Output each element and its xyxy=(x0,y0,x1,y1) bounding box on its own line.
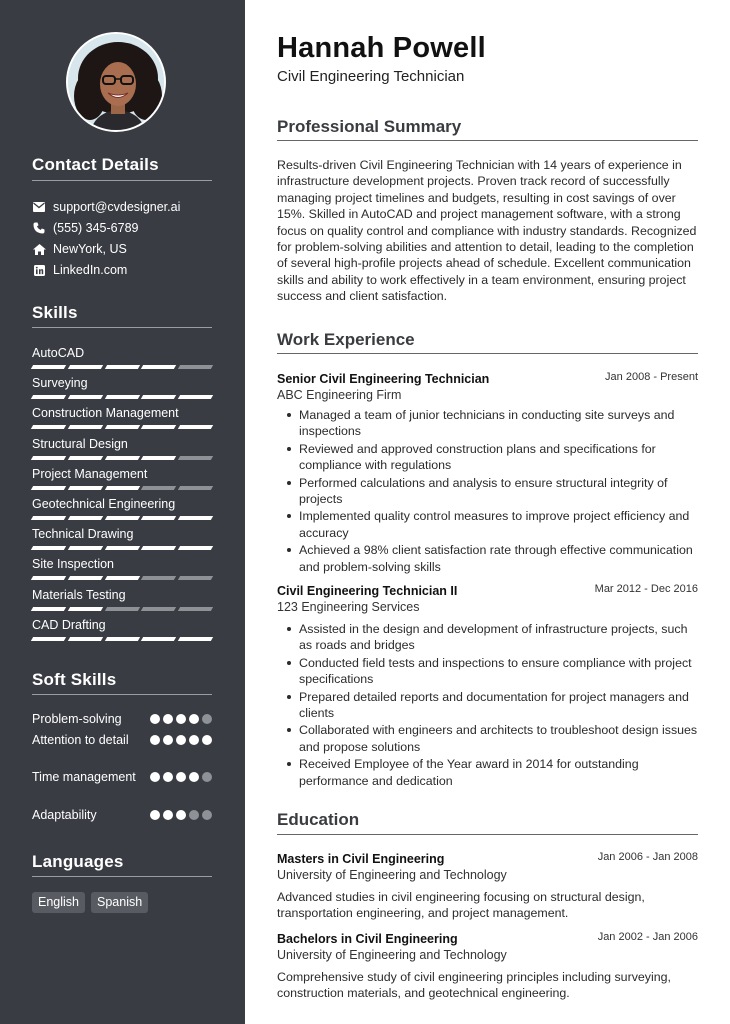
skill-name: Site Inspection xyxy=(32,557,114,572)
skill-level-segment xyxy=(178,546,213,550)
sidebar xyxy=(0,0,245,1024)
soft-skill-name: Problem-solving xyxy=(32,712,122,726)
list-item: Received Employee of the Year award in 2014 for outstanding performance and dedication xyxy=(277,756,698,789)
skill-item xyxy=(32,617,212,641)
edu-dates-2: Jan 2002 - Jan 2006 xyxy=(597,931,698,943)
list-item: Collaborated with engineers and architects to troubleshoot design issues and propose solutions xyxy=(277,722,698,755)
contact-email[interactable] xyxy=(32,200,180,214)
soft-skill-name: Attention to detail xyxy=(32,733,129,747)
skill-level-segment xyxy=(141,546,176,550)
skill-level-segment xyxy=(141,607,176,611)
skill-level-segment xyxy=(104,546,139,550)
skill-level-segment xyxy=(31,365,66,369)
skill-level-segment xyxy=(141,637,176,641)
divider xyxy=(32,694,212,695)
rating-dot xyxy=(150,772,160,782)
skill-level-segment xyxy=(141,576,176,580)
skill-level-segment xyxy=(178,486,213,490)
rating-dot xyxy=(176,810,186,820)
skill-level-segment xyxy=(31,637,66,641)
rating-dot xyxy=(189,735,199,745)
job-bullets-2 xyxy=(277,621,698,790)
skill-level-segment xyxy=(68,486,103,490)
skill-level-segment xyxy=(68,456,103,460)
skill-level-segment xyxy=(31,425,66,429)
job-dates-1: Jan 2008 - Present xyxy=(605,371,698,383)
soft-skill-name: Time management xyxy=(32,770,136,784)
skill-level-segment xyxy=(178,395,213,399)
soft-skill-rating xyxy=(150,772,212,782)
divider xyxy=(277,353,698,354)
rating-dot xyxy=(150,735,160,745)
contact-linkedin-text: LinkedIn.com xyxy=(53,263,128,277)
skill-item xyxy=(32,436,212,460)
rating-dot xyxy=(189,714,199,724)
languages-heading: Languages xyxy=(32,852,124,871)
skill-level-segment xyxy=(104,486,139,490)
skill-level-segment xyxy=(141,516,176,520)
skill-level-segment xyxy=(178,637,213,641)
rating-dot xyxy=(202,810,212,820)
contact-phone[interactable] xyxy=(32,221,138,235)
skill-level-segment xyxy=(68,425,103,429)
list-item: Conducted field tests and inspections to ensure compliance with project specifications xyxy=(277,655,698,688)
skill-level-bar xyxy=(32,456,212,460)
job-title-2: Civil Engineering Technician II xyxy=(277,584,458,598)
skill-level-segment xyxy=(104,516,139,520)
skill-name: AutoCAD xyxy=(32,346,85,360)
linkedin-icon xyxy=(32,263,46,277)
skill-level-segment xyxy=(178,365,213,369)
job-title: Civil Engineering Technician xyxy=(277,68,465,85)
job-dates-2: Mar 2012 - Dec 2016 xyxy=(594,583,698,595)
skill-item xyxy=(32,375,212,399)
skill-level-segment xyxy=(68,365,103,369)
skill-level-segment xyxy=(68,546,103,550)
contact-linkedin[interactable] xyxy=(32,263,127,277)
experience-heading: Work Experience xyxy=(277,330,415,349)
skill-level-segment xyxy=(104,395,139,399)
divider xyxy=(32,327,212,328)
rating-dot xyxy=(189,810,199,820)
list-item: Prepared detailed reports and documentation for project managers and clients xyxy=(277,689,698,722)
skill-level-segment xyxy=(104,637,139,641)
skill-item xyxy=(32,587,212,611)
skill-name: Materials Testing xyxy=(32,587,126,602)
edu-dates-1: Jan 2006 - Jan 2008 xyxy=(597,851,698,863)
candidate-name: Hannah Powell xyxy=(277,32,486,64)
skill-level-segment xyxy=(141,365,176,369)
skill-item xyxy=(32,466,212,490)
contact-location xyxy=(32,242,127,256)
list-item: Performed calculations and analysis to ensure structural integrity of projects xyxy=(277,475,698,508)
skill-level-bar xyxy=(32,365,212,369)
home-icon xyxy=(32,242,46,256)
soft-skill-rating xyxy=(150,735,212,745)
skill-level-segment xyxy=(31,516,66,520)
contact-email-text: support@cvdesigner.ai xyxy=(53,200,181,214)
list-item: Managed a team of junior technicians in conducting site surveys and inspections xyxy=(277,407,698,440)
contact-heading: Contact Details xyxy=(32,155,159,174)
skill-level-segment xyxy=(31,395,66,399)
skill-level-segment xyxy=(31,607,66,611)
contact-location-text: NewYork, US xyxy=(53,242,127,256)
skill-level-segment xyxy=(104,365,139,369)
skill-level-segment xyxy=(178,425,213,429)
skill-name: Structural Design xyxy=(32,436,128,451)
skill-name: Technical Drawing xyxy=(32,527,134,542)
language-tag: Spanish xyxy=(91,892,148,913)
rating-dot xyxy=(163,714,173,724)
education-heading: Education xyxy=(277,810,360,829)
skill-level-segment xyxy=(68,637,103,641)
skill-level-segment xyxy=(104,456,139,460)
skill-level-segment xyxy=(141,425,176,429)
soft-skill-item xyxy=(32,711,212,727)
skill-level-segment xyxy=(31,486,66,490)
soft-skill-rating xyxy=(150,714,212,724)
skill-level-segment xyxy=(104,425,139,429)
list-item: Implemented quality control measures to improve project efficiency and accuracy xyxy=(277,508,698,541)
skill-level-segment xyxy=(31,456,66,460)
skill-level-bar xyxy=(32,607,212,611)
skill-level-bar xyxy=(32,637,212,641)
phone-icon xyxy=(32,221,46,235)
skill-level-segment xyxy=(68,607,103,611)
skill-level-segment xyxy=(178,576,213,580)
skill-item xyxy=(32,405,212,429)
skills-heading: Skills xyxy=(32,303,78,322)
job-bullets-1 xyxy=(277,407,698,576)
divider xyxy=(277,140,698,141)
skill-name: Geotechnical Engineering xyxy=(32,497,176,511)
divider xyxy=(32,876,212,877)
skill-level-segment xyxy=(31,576,66,580)
skill-level-segment xyxy=(178,516,213,520)
skill-name: Construction Management xyxy=(32,406,179,421)
job-company-2: 123 Engineering Services xyxy=(277,600,420,614)
edu-degree-1: Masters in Civil Engineering xyxy=(277,852,445,866)
profile-photo xyxy=(68,34,166,132)
skill-level-segment xyxy=(31,546,66,550)
skill-level-segment xyxy=(104,576,139,580)
skill-level-segment xyxy=(104,607,139,611)
rating-dot xyxy=(202,772,212,782)
list-item: Achieved a 98% client satisfaction rate through effective communication and problem-solving skills xyxy=(277,542,698,575)
skill-level-bar xyxy=(32,576,212,580)
skill-level-segment xyxy=(178,456,213,460)
job-title-1: Senior Civil Engineering Technician xyxy=(277,372,490,386)
skill-item xyxy=(32,496,212,520)
soft-skill-name: Adaptability xyxy=(32,808,97,822)
skill-level-segment xyxy=(68,516,103,520)
rating-dot xyxy=(176,772,186,782)
skill-level-segment xyxy=(68,395,103,399)
email-icon xyxy=(32,200,46,214)
edu-degree-2: Bachelors in Civil Engineering xyxy=(277,932,458,946)
skill-item xyxy=(32,526,212,550)
skill-item xyxy=(32,345,212,369)
rating-dot xyxy=(189,772,199,782)
list-item: Assisted in the design and development of infrastructure projects, such as roads and bridges xyxy=(277,621,698,654)
skill-name: Surveying xyxy=(32,376,88,391)
skill-level-bar xyxy=(32,425,212,429)
skill-item xyxy=(32,556,212,580)
rating-dot xyxy=(202,714,212,724)
rating-dot xyxy=(150,714,160,724)
divider xyxy=(32,180,212,181)
rating-dot xyxy=(176,714,186,724)
skill-level-bar xyxy=(32,516,212,520)
soft-skill-item xyxy=(32,807,212,823)
skill-level-bar xyxy=(32,486,212,490)
edu-school-2: University of Engineering and Technology xyxy=(277,948,507,962)
skill-level-segment xyxy=(141,456,176,460)
list-item: Reviewed and approved construction plans and specifications for compliance with regulations xyxy=(277,441,698,474)
skill-level-segment xyxy=(141,395,176,399)
contact-phone-text: (555) 345-6789 xyxy=(53,221,139,235)
soft-skill-rating xyxy=(150,810,212,820)
rating-dot xyxy=(150,810,160,820)
summary-heading: Professional Summary xyxy=(277,117,462,136)
skill-level-segment xyxy=(178,607,213,611)
skill-level-segment xyxy=(141,486,176,490)
soft-skills-heading: Soft Skills xyxy=(32,670,117,689)
rating-dot xyxy=(163,810,173,820)
soft-skill-item xyxy=(32,732,212,748)
job-company-1: ABC Engineering Firm xyxy=(277,388,402,402)
skill-level-bar xyxy=(32,546,212,550)
skill-name: CAD Drafting xyxy=(32,617,106,632)
divider xyxy=(277,834,698,835)
skill-name: Project Management xyxy=(32,466,148,481)
skill-level-bar xyxy=(32,395,212,399)
summary-text: Results-driven Civil Engineering Technician with 14 years of experience in infrastructure development projects. Proven track record of successfully managing project timelines and budgets, resulting in cost savings of over 15%. Skilled in AutoCAD and project management software, with a strong focus on quality control and compliance with industry standards. Recognized for problem-solving abilities and attention to detail, leading to the completion of several high-profile projects ahead of schedule. Excellent communication skills and ability to work effectively in a team environment, ensuring project success and client satisfaction. xyxy=(277,158,697,304)
edu-desc-2: Comprehensive study of civil engineering principles including surveying, construction materials, and geotechnical engineering. xyxy=(277,970,671,1001)
edu-desc-1: Advanced studies in civil engineering focusing on structural design, transportation engineering, and project management. xyxy=(277,890,645,921)
avatar xyxy=(66,32,166,132)
skill-level-segment xyxy=(68,576,103,580)
edu-school-1: University of Engineering and Technology xyxy=(277,868,507,882)
rating-dot xyxy=(163,772,173,782)
soft-skill-item xyxy=(32,769,212,785)
rating-dot xyxy=(163,735,173,745)
language-tag: English xyxy=(32,892,85,913)
rating-dot xyxy=(176,735,186,745)
rating-dot xyxy=(202,735,212,745)
